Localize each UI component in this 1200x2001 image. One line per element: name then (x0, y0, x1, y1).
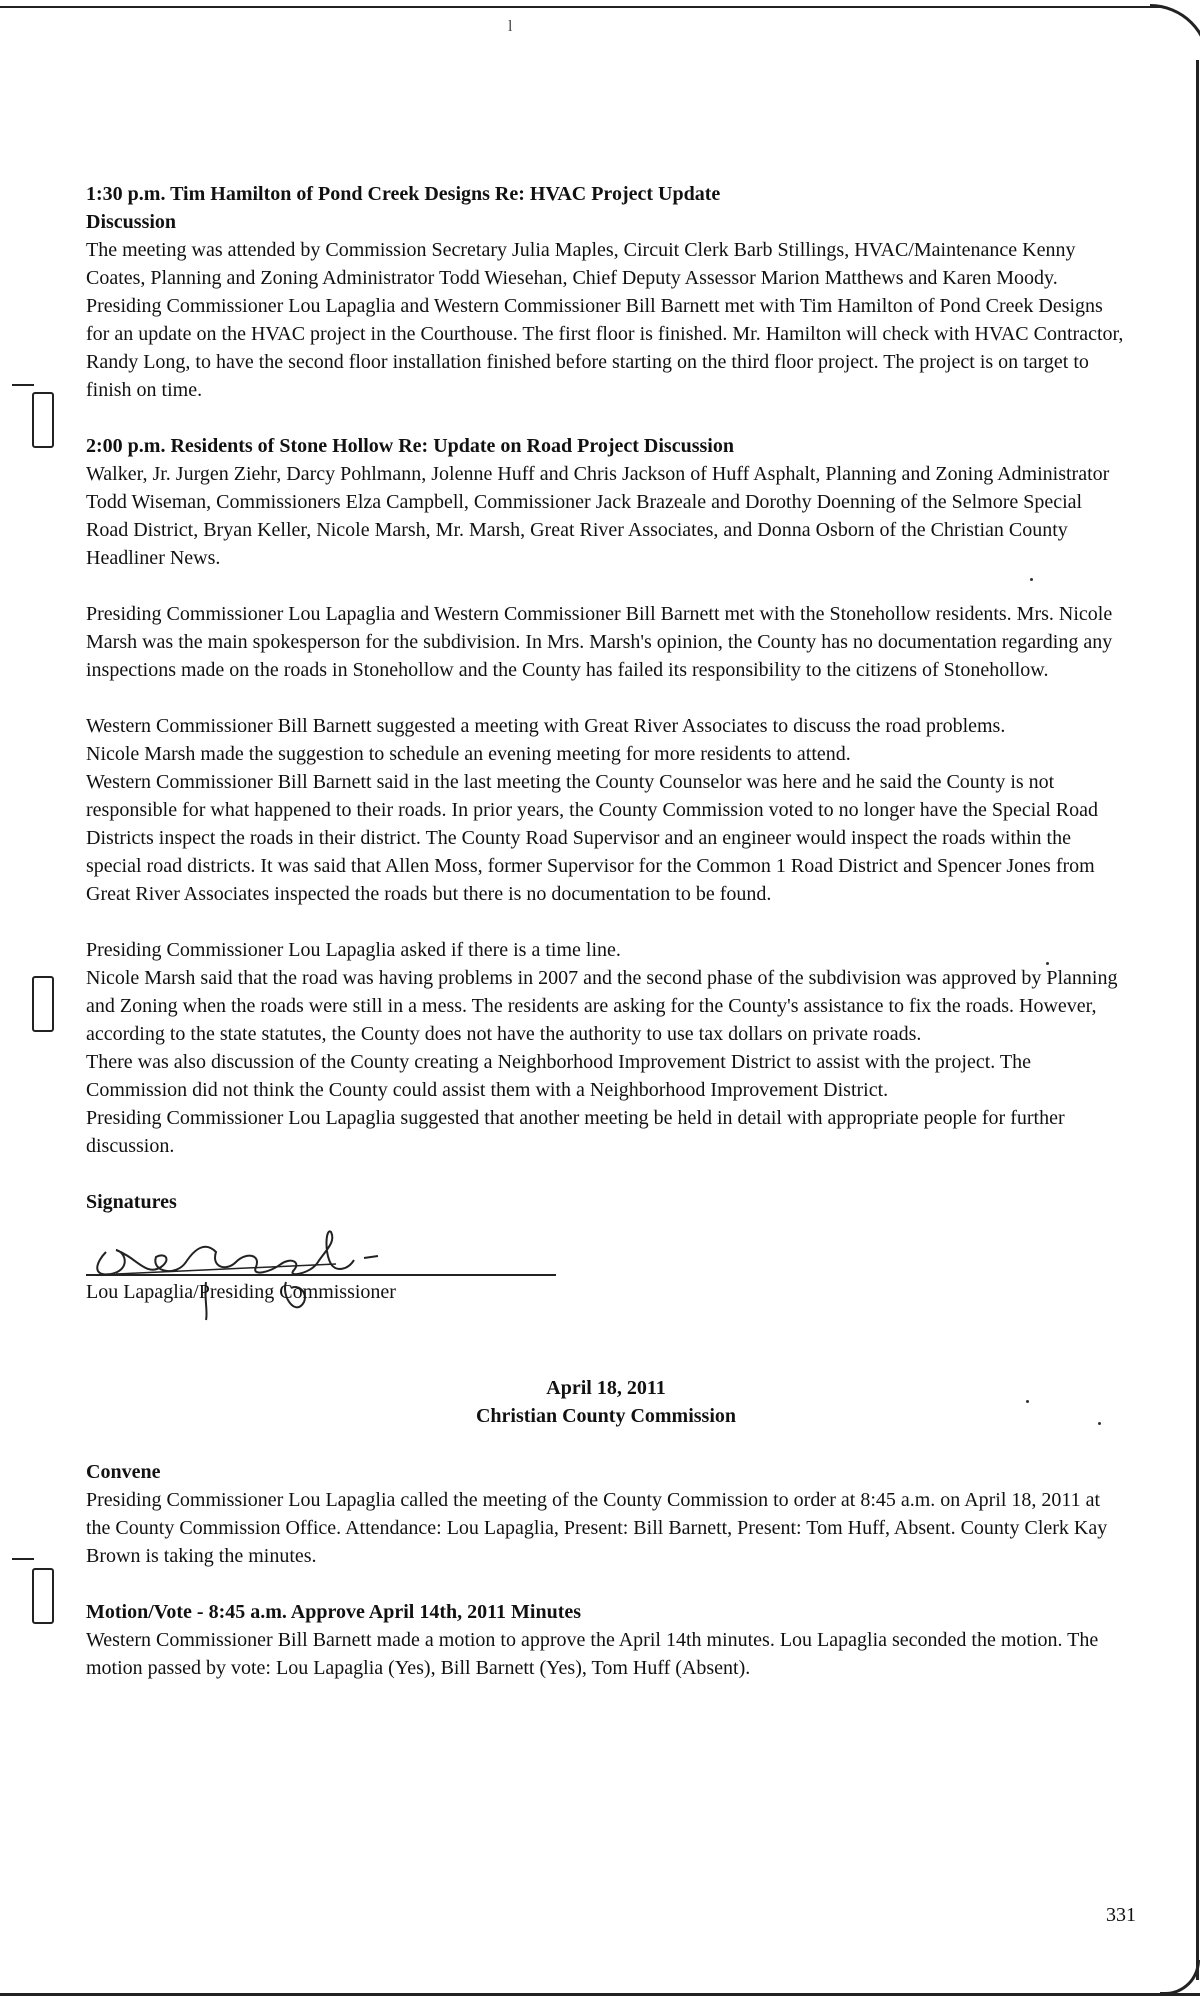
binder-hole-icon (32, 1568, 54, 1624)
binder-mark (12, 1558, 34, 1560)
signatures-heading: Signatures (86, 1191, 177, 1213)
scan-border-curl (1160, 1960, 1200, 1995)
binder-mark (12, 384, 34, 386)
discussion-paragraph: Presiding Commissioner Lou Lapaglia and Western Commissioner Bill Barnett met with the Stonehollow residents. Mrs. Nicole Marsh was the main spokesperson for the subdivision. In Mrs. Marsh's opinion, the County has no documentation regarding any inspections made on the roads in Stonehollow and the County has failed its responsibility to the citizens of Stonehollow. (86, 603, 1113, 681)
binder-hole-icon (32, 392, 54, 448)
discussion-paragraph: Nicole Marsh made the suggestion to schedule an evening meeting for more residents to attend. (86, 743, 851, 765)
signature-block (86, 1222, 566, 1318)
binder-hole-icon (32, 976, 54, 1032)
discussion-paragraph: There was also discussion of the County creating a Neighborhood Improvement District to assist with the project. The Commission did not think the County could assist them with a Neighborhood Improvement District. (86, 1051, 1031, 1101)
meeting-date: April 18, 2011 (546, 1377, 666, 1399)
attendance-paragraph: Walker, Jr. Jurgen Ziehr, Darcy Pohlmann, Jolenne Huff and Chris Jackson of Huff Asphalt, Planning and Zoning Administrator Todd Wiseman, Commissioners Elza Campbell, Commissioner Jack Brazeale and Dorothy Doenning of the Selmore Special Road District, Bryan Keller, Nicole Marsh, Mr. Marsh, Great River Associates, and Donna Osborn of the Christian County Headliner News. (86, 463, 1110, 569)
scan-border-top (0, 6, 1160, 8)
discussion-paragraph: Presiding Commissioner Lou Lapaglia and Western Commissioner Bill Barnett met with Tim Hamilton of Pond Creek Designs for an update on the HVAC project in the Courthouse. The first floor is finished. Mr. Hamilton will check with HVAC Contractor, Randy Long, to have the second floor installation finished before starting on the third floor project. The project is on target to finish on time. (86, 295, 1124, 401)
handwritten-signature-icon (86, 1222, 406, 1322)
convene-paragraph: Presiding Commissioner Lou Lapaglia called the meeting of the County Commission to order at 8:45 a.m. on April 18, 2011 at the County Commission Office. Attendance: Lou Lapaglia, Present: Bill Barnett, Present: Tom Huff, Absent. County Clerk Kay Brown is taking the minutes. (86, 1489, 1108, 1567)
discussion-paragraph: Western Commissioner Bill Barnett suggested a meeting with Great River Associates to discuss the road problems. (86, 715, 1006, 737)
discussion-paragraph: Nicole Marsh said that the road was having problems in 2007 and the second phase of the subdivision was approved by Planning and Zoning when the roads were still in a mess. The residents are asking for the County's assistance to fix the roads. However, according to the state statutes, the County does not have the authority to use tax dollars on private roads. (86, 967, 1118, 1045)
top-mark: l (508, 18, 513, 35)
discussion-paragraph: Presiding Commissioner Lou Lapaglia suggested that another meeting be held in detail with appropriate people for further discussion. (86, 1107, 1065, 1157)
section-title: 1:30 p.m. Tim Hamilton of Pond Creek Designs Re: HVAC Project Update (86, 183, 721, 205)
scan-border-corner (1150, 4, 1200, 74)
section-title: 2:00 p.m. Residents of Stone Hollow Re: Update on Road Project Discussion (86, 435, 734, 457)
motion-heading: Motion/Vote - 8:45 a.m. Approve April 14th, 2011 Minutes (86, 1601, 582, 1623)
minutes-body (86, 180, 1126, 1682)
attendance-paragraph: The meeting was attended by Commission Secretary Julia Maples, Circuit Clerk Barb Stillings, HVAC/Maintenance Kenny Coates, Planning and Zoning Administrator Todd Wiesehan, Chief Deputy Assessor Marion Matthews and Karen Moody. (86, 239, 1076, 289)
signature-line (86, 1274, 556, 1276)
signature-caption: Lou Lapaglia/Presiding Commissioner (86, 1281, 396, 1303)
discussion-paragraph: Western Commissioner Bill Barnett said in the last meeting the County Counselor was here and he said the County is not responsible for what happened to their roads. In prior years, the County Commission voted to no longer have the Special Road Districts inspect the roads in their district. The County Road Supervisor and an engineer would inspect the roads within the special road districts. It was said that Allen Moss, former Supervisor for the Common 1 Road District and Spencer Jones from Great River Associates inspected the roads but there is no documentation to be found. (86, 771, 1099, 905)
meeting-body: Christian County Commission (475, 1405, 737, 1427)
discussion-paragraph: Presiding Commissioner Lou Lapaglia asked if there is a time line. (86, 939, 621, 961)
page-number: 331 (1106, 1904, 1136, 1926)
motion-paragraph: Western Commissioner Bill Barnett made a motion to approve the April 14th minutes. Lou Lapaglia seconded the motion. The motion passed by vote: Lou Lapaglia (Yes), Bill Barnett (Yes), Tom Huff (Absent). (86, 1629, 1099, 1679)
scan-border-bottom (0, 1993, 1200, 1996)
section-subtitle: Discussion (86, 211, 177, 233)
scan-border-right (1196, 60, 1199, 1980)
convene-heading: Convene (86, 1461, 161, 1483)
